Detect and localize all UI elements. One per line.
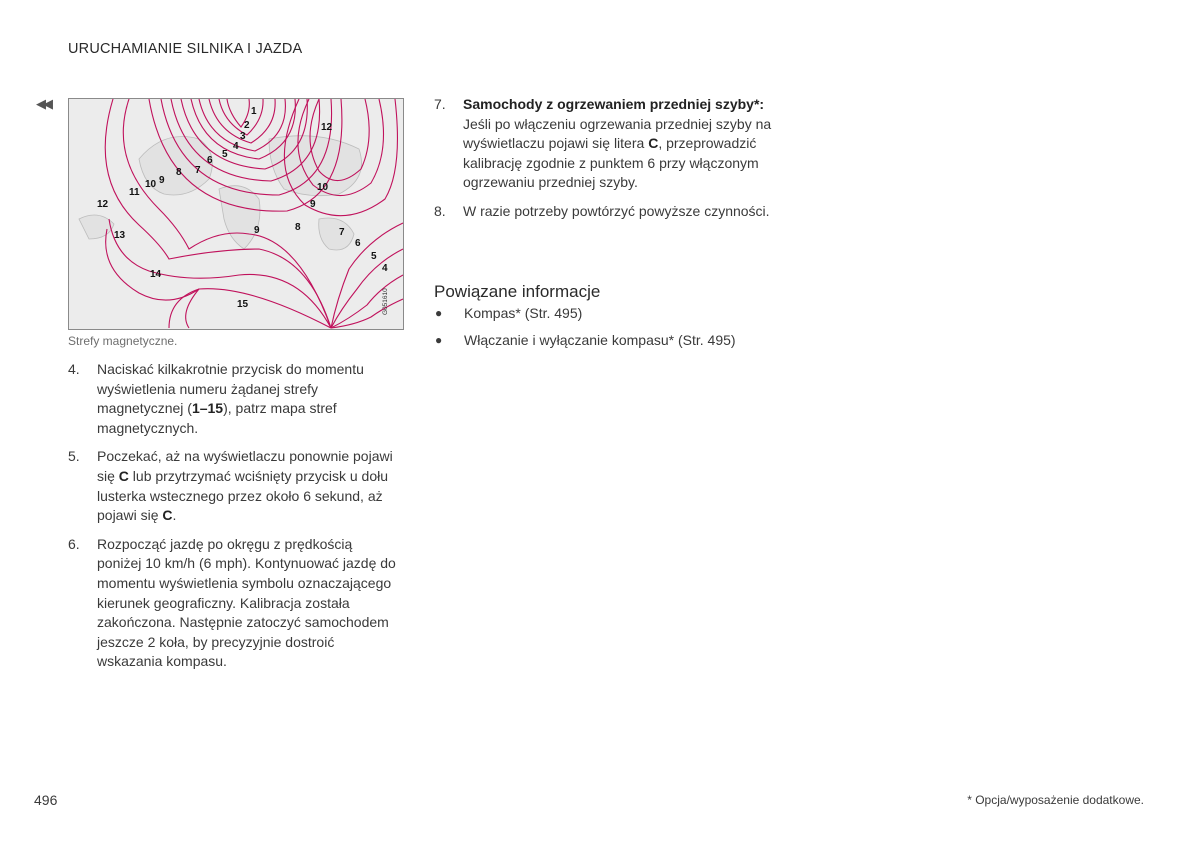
zone-isoline: [331, 299, 403, 328]
zone-number-label: 12: [97, 199, 109, 210]
step-text-part: Naciskać kilkakrotnie przycisk do momentu wyświetlenia numeru żądanej strefy magnetycznej (: [97, 361, 364, 417]
step-number: 7.: [434, 96, 446, 112]
page-number: 496: [34, 792, 58, 808]
zone-number-label: 2: [244, 120, 250, 131]
zone-number-label: 1: [251, 106, 257, 117]
steps-list-right: [434, 95, 774, 231]
step-text-part: lub przytrzymać wciśnięty przycisk u dołu lusterka wstecznego przez około 6 sekund, aż pojawi się: [97, 467, 388, 524]
zone-number-label: 10: [317, 182, 329, 193]
zone-number-label: 14: [150, 269, 162, 280]
zone-number-label: 6: [355, 238, 361, 249]
step-text-part: Jeśli po włączeniu ogrzewania przedniej szyby na wyświetlaczu pojawi się litera: [463, 115, 772, 152]
zone-number-label: 5: [222, 149, 228, 160]
zone-number-label: 15: [237, 299, 249, 310]
step-item: [68, 360, 398, 438]
step-text-part: Rozpocząć jazdę po okręgu z prędkością poniżej 10 km/h (6 mph). Kontynuować jazdę do momentu wyświetlenia symbolu oznaczającego kierunek geograficzny. Kalibracja została zakończona. Następnie zatoczyć samochodem jeszcze 2 koła, by precyzyjnie dostroić wskazania kompasu.: [97, 535, 396, 670]
step-text-part: .: [172, 507, 177, 524]
step-number: 5.: [68, 448, 80, 465]
zone-number-label: 13: [114, 230, 126, 241]
step-text: [97, 360, 398, 438]
bullet-icon: ●: [435, 332, 443, 347]
zone-isoline: [331, 275, 403, 328]
zone-number-label: 4: [382, 263, 388, 274]
zone-number-label: 7: [195, 165, 201, 176]
section-header: URUCHAMIANIE SILNIKA I JAZDA: [68, 41, 303, 57]
step-text: [97, 535, 398, 672]
related-info-heading: Powiązane informacje: [434, 282, 601, 301]
step-text: [463, 95, 774, 193]
step-text-part: , przeprowadzić kalibrację zgodnie z punktem 6 przy włączonym ogrzewaniu przedniej szyby.: [463, 135, 759, 191]
step-number: 4.: [68, 361, 80, 377]
emphasis-text: C: [648, 135, 659, 152]
figure-code: G051610: [382, 288, 389, 315]
step-item: [434, 95, 774, 193]
magnetic-zones-map: [68, 98, 404, 330]
zone-number-label: 8: [176, 167, 182, 178]
step-text: [463, 202, 774, 222]
steps-list-left: [68, 360, 398, 681]
step-item: [68, 535, 398, 672]
related-info-item: [434, 304, 834, 324]
step-title: Samochody z ogrzewaniem przedniej szyby*:: [463, 96, 765, 112]
step-text-part: Poczekać, aż na wyświetlaczu ponownie pojawi się: [97, 448, 393, 484]
bullet-icon: ●: [435, 306, 443, 320]
map-svg: [69, 99, 403, 329]
zone-number-label: 5: [371, 251, 377, 262]
zone-number-label: 12: [321, 122, 333, 133]
zone-number-label: 9: [159, 175, 165, 186]
step-item: [434, 202, 774, 222]
zone-number-label: 9: [310, 199, 316, 210]
zone-number-label: 11: [129, 187, 140, 198]
back-arrows-icon[interactable]: ◀◀: [36, 96, 50, 111]
zone-isoline: [106, 229, 331, 328]
zone-number-label: 6: [207, 155, 213, 166]
step-text: [97, 447, 398, 525]
emphasis-text: C: [162, 507, 173, 524]
related-info-item: [434, 331, 834, 351]
related-info-list: [434, 304, 834, 357]
zone-number-label: 4: [233, 141, 239, 152]
zone-number-label: 9: [254, 225, 260, 236]
emphasis-text: 1–15: [191, 400, 224, 417]
related-info-link[interactable]: Włączanie i wyłączanie kompasu* (Str. 495): [464, 331, 736, 348]
zone-number-label: 3: [240, 131, 246, 142]
zone-number-label: 7: [339, 227, 345, 238]
zone-number-label: 8: [295, 222, 301, 233]
step-number: 8.: [434, 202, 446, 219]
emphasis-text: C: [118, 467, 129, 484]
step-text-part: W razie potrzeby powtórzyć powyższe czynności.: [463, 202, 770, 219]
footnote: * Opcja/wyposażenie dodatkowe.: [967, 793, 1144, 807]
zone-number-label: 10: [145, 179, 157, 190]
step-text-part: ), patrz mapa stref magnetycznych.: [97, 400, 337, 436]
related-info-link[interactable]: Kompas* (Str. 495): [464, 305, 583, 321]
step-number: 6.: [68, 535, 80, 552]
step-item: [68, 447, 398, 525]
figure-caption: Strefy magnetyczne.: [68, 334, 178, 348]
